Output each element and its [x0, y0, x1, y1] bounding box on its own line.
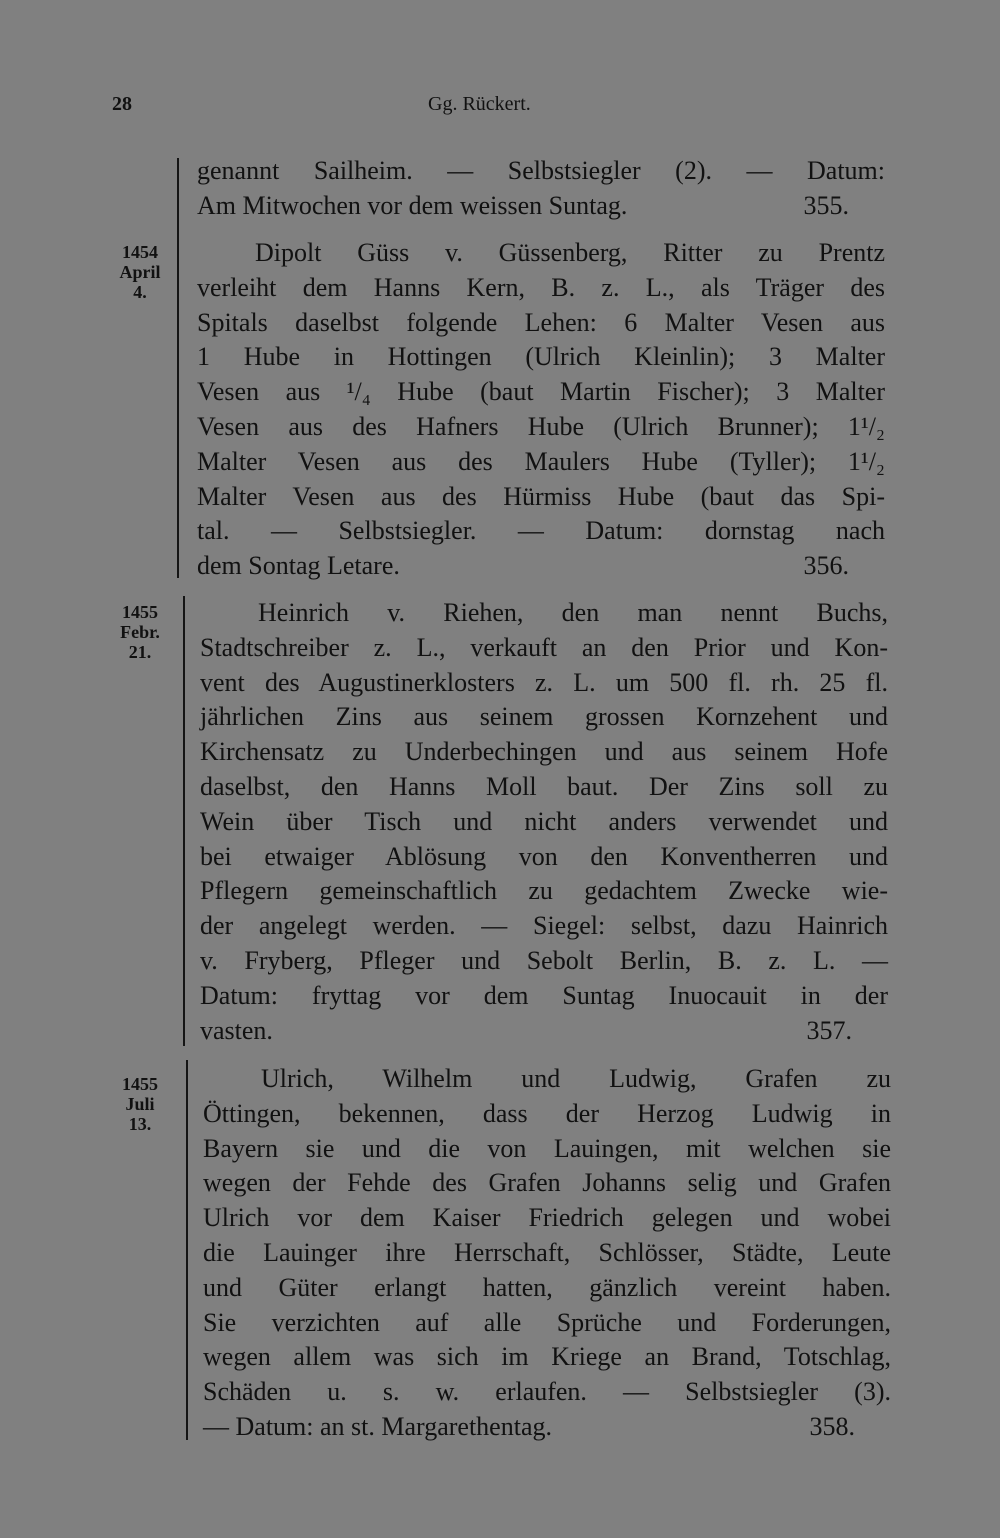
text-line: Vesen aus des Hafners Hube (Ulrich Brunner); 1¹/₂: [197, 411, 885, 441]
text-line: Dipolt Güss v. Güssenberg, Ritter zu Prentz: [255, 238, 885, 267]
text-line: und Güter erlangt hatten, gänzlich vereint haben.: [203, 1272, 891, 1302]
text-line: Spitals daselbst folgende Lehen: 6 Malter Vesen aus: [197, 307, 885, 337]
text-line: genannt Sailheim. — Selbstsiegler (2). — Datum:: [197, 156, 885, 185]
text-line: Kirchensatz zu Underbechingen und aus seinem Hofe: [200, 737, 888, 767]
text-line: Sie verzichten auf alle Sprüche und Forderungen,: [203, 1307, 891, 1337]
text-line: daselbst, den Hanns Moll baut. Der Zins soll zu: [200, 771, 888, 801]
text-line: vent des Augustinerklosters z. L. um 500 fl. rh. 25 fl.: [200, 667, 888, 697]
text-line-content: — Datum: an st. Margarethentag.: [203, 1411, 552, 1441]
text-line: [197, 549, 885, 584]
text-line: Malter Vesen aus des Hürmiss Hube (baut das Spi-: [197, 481, 885, 511]
text-line: bei etwaiger Ablösung von den Konventherren und: [200, 841, 888, 871]
text-line: Datum: fryttag vor dem Suntag Inuocauit in der: [200, 980, 888, 1010]
text-line: Heinrich v. Riehen, den man nennt Buchs,: [258, 598, 888, 627]
text-line: Ulrich vor dem Kaiser Friedrich gelegen und wobei: [203, 1203, 891, 1233]
margin-rule: [177, 158, 179, 578]
text-line: Bayern sie und die von Lauingen, mit welchen sie: [203, 1133, 891, 1163]
margin-date-month: April: [119, 262, 161, 282]
margin-date-year: 1455: [122, 1074, 158, 1094]
text-line: Ulrich, Wilhelm und Ludwig, Grafen zu: [261, 1064, 891, 1093]
entry-number: 357.: [806, 1015, 852, 1045]
margin-rule: [186, 1060, 188, 1440]
text-line-content: Am Mitwochen vor dem weissen Suntag.: [197, 190, 628, 220]
text-line: Öttingen, bekennen, dass der Herzog Ludwig in: [203, 1098, 891, 1128]
text-line: [200, 1014, 888, 1049]
running-head: Gg. Rückert.: [428, 93, 531, 115]
margin-date: [104, 1074, 176, 1134]
entry-355: [197, 154, 885, 224]
entry-357: [200, 596, 888, 1048]
text-line: Stadtschreiber z. L., verkauft an den Prior und Kon-: [200, 632, 888, 662]
margin-date-day: 4.: [133, 282, 147, 302]
text-line: v. Fryberg, Pfleger und Sebolt Berlin, B. z. L. —: [200, 945, 888, 975]
margin-date-day: 21.: [128, 642, 152, 662]
entry-356: [197, 236, 885, 584]
text-line: jährlichen Zins aus seinem grossen Kornzehent und: [200, 702, 888, 732]
text-line: die Lauinger ihre Herrschaft, Schlösser, Städte, Leute: [203, 1237, 891, 1267]
entry-358: [203, 1062, 891, 1445]
text-line: [197, 189, 885, 224]
text-line-content: dem Sontag Letare.: [197, 551, 400, 581]
entry-number: 355.: [803, 190, 849, 220]
margin-date-month: Febr.: [120, 622, 160, 642]
margin-date: [104, 602, 176, 662]
text-line: Pflegern gemeinschaftlich zu gedachtem Zwecke wie-: [200, 876, 888, 906]
text-line: wegen der Fehde des Grafen Johanns selig und Grafen: [203, 1168, 891, 1198]
text-line: Schäden u. s. w. erlaufen. — Selbstsiegler (3).: [203, 1377, 891, 1407]
entry-number: 356.: [803, 551, 849, 581]
text-line: Wein über Tisch und nicht anders verwendet und: [200, 806, 888, 836]
text-line: tal. — Selbstsiegler. — Datum: dornstag nach: [197, 516, 885, 546]
page-number: 28: [112, 93, 132, 115]
margin-date-day: 13.: [128, 1114, 152, 1134]
text-line: Vesen aus ¹/₄ Hube (baut Martin Fischer); 3 Malter: [197, 377, 885, 407]
entry-number: 358.: [809, 1411, 855, 1441]
text-line: Malter Vesen aus des Maulers Hube (Tyller); 1¹/₂: [197, 446, 885, 476]
text-line-content: vasten.: [200, 1015, 273, 1045]
margin-date-month: Juli: [125, 1094, 155, 1114]
margin-date-year: 1454: [122, 242, 158, 262]
text-line: wegen allem was sich im Kriege an Brand, Totschlag,: [203, 1342, 891, 1372]
text-line: verleiht dem Hanns Kern, B. z. L., als Träger des: [197, 272, 885, 302]
text-line: [203, 1410, 891, 1445]
text-line: 1 Hube in Hottingen (Ulrich Kleinlin); 3 Malter: [197, 342, 885, 372]
text-line: der angelegt werden. — Siegel: selbst, dazu Hainrich: [200, 911, 888, 941]
margin-rule: [183, 596, 185, 1046]
margin-date-year: 1455: [122, 602, 158, 622]
margin-date: [104, 242, 176, 302]
